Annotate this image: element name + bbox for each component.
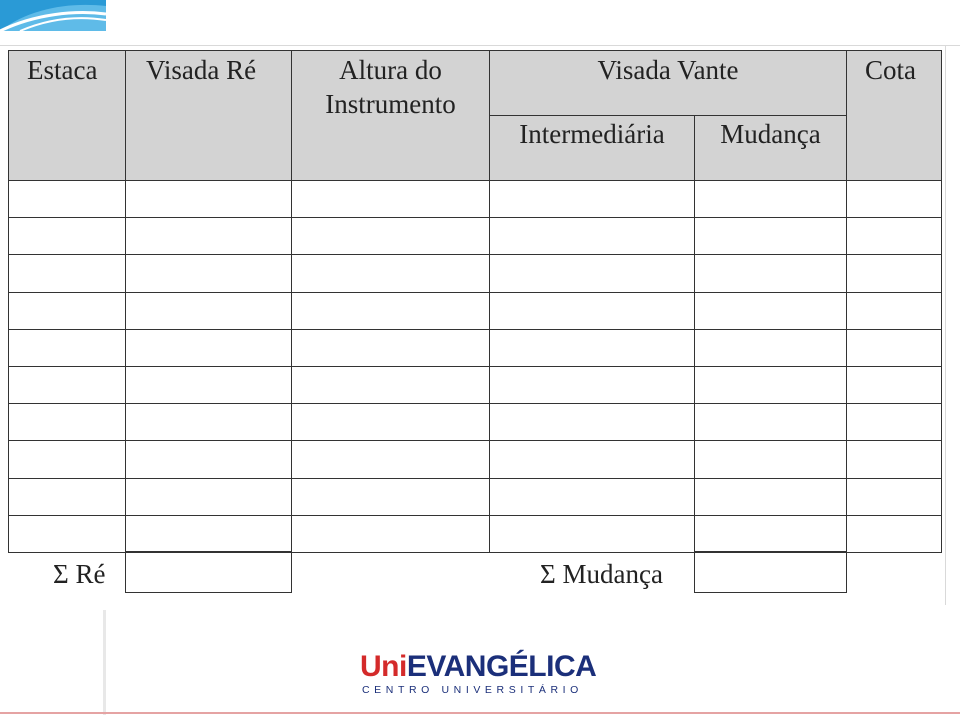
table-cell bbox=[125, 403, 292, 441]
table-cell bbox=[846, 478, 942, 516]
table-cell bbox=[846, 292, 942, 330]
table-cell bbox=[291, 366, 490, 404]
table-cell bbox=[125, 440, 292, 479]
table-cell bbox=[694, 403, 847, 441]
table-cell bbox=[8, 180, 126, 218]
table-cell bbox=[489, 254, 695, 293]
logo-brand-evangelica: EVANGÉLICA bbox=[406, 650, 597, 683]
table-cell bbox=[8, 217, 126, 255]
table-cell bbox=[125, 366, 292, 404]
sum-mudanca-label: Σ Mudança bbox=[540, 559, 663, 589]
table-cell bbox=[694, 329, 847, 367]
table-cell bbox=[489, 366, 695, 404]
header-visada-re-label: Visada Ré bbox=[146, 55, 257, 85]
header-intermediaria-label: Intermediária bbox=[519, 119, 665, 149]
footer-divider-vertical bbox=[103, 610, 106, 715]
table-cell bbox=[291, 478, 490, 516]
header-altura-line2: Instrumento bbox=[325, 89, 456, 119]
logo-brand bbox=[360, 652, 596, 682]
table-cell bbox=[489, 180, 695, 218]
table-cell bbox=[291, 515, 490, 553]
table-cell bbox=[8, 292, 126, 330]
unievangelica-logo bbox=[360, 652, 600, 698]
table-cell bbox=[846, 515, 942, 553]
header-cota-label: Cota bbox=[865, 55, 916, 85]
table-cell bbox=[125, 292, 292, 330]
table-cell bbox=[489, 515, 695, 553]
table-cell bbox=[846, 254, 942, 293]
table-cell bbox=[694, 292, 847, 330]
header-visada-vante-label: Visada Vante bbox=[597, 55, 739, 85]
table-cell bbox=[8, 403, 126, 441]
table-cell bbox=[291, 403, 490, 441]
table-cell bbox=[8, 366, 126, 404]
table-cell bbox=[8, 254, 126, 293]
header-mudanca-label: Mudança bbox=[720, 119, 821, 149]
table-cell bbox=[125, 180, 292, 218]
table-cell bbox=[291, 292, 490, 330]
table-cell bbox=[291, 217, 490, 255]
table-cell bbox=[846, 366, 942, 404]
frame-right-line bbox=[945, 45, 946, 605]
header-estaca-label: Estaca bbox=[27, 55, 98, 85]
table-cell bbox=[846, 440, 942, 479]
frame-top-line bbox=[0, 45, 960, 46]
table-cell bbox=[694, 478, 847, 516]
footer-divider-horizontal bbox=[0, 712, 960, 714]
table-cell bbox=[8, 478, 126, 516]
table-cell bbox=[846, 329, 942, 367]
table-cell bbox=[489, 292, 695, 330]
table-cell bbox=[125, 217, 292, 255]
table-cell bbox=[8, 515, 126, 553]
table-cell bbox=[489, 403, 695, 441]
sum-mudanca-cell bbox=[694, 551, 847, 593]
sum-re-label: Σ Ré bbox=[53, 559, 106, 589]
sum-re-cell bbox=[125, 551, 292, 593]
table-cell bbox=[489, 440, 695, 479]
table-cell bbox=[291, 440, 490, 479]
table-cell bbox=[694, 366, 847, 404]
table-cell bbox=[8, 440, 126, 479]
table-cell bbox=[125, 329, 292, 367]
table-cell bbox=[846, 217, 942, 255]
header-altura-line1: Altura do bbox=[339, 55, 442, 85]
table-cell bbox=[125, 515, 292, 553]
table-cell bbox=[125, 254, 292, 293]
table-cell bbox=[8, 329, 126, 367]
table-cell bbox=[694, 254, 847, 293]
table-cell bbox=[694, 515, 847, 553]
table-cell bbox=[694, 217, 847, 255]
table-cell bbox=[489, 329, 695, 367]
table-cell bbox=[291, 180, 490, 218]
table-cell bbox=[291, 329, 490, 367]
table-cell bbox=[489, 217, 695, 255]
table-cell bbox=[125, 478, 292, 516]
logo-brand-uni: Uni bbox=[360, 650, 407, 683]
table-cell bbox=[846, 180, 942, 218]
table-cell bbox=[694, 440, 847, 479]
logo-tagline: CENTRO UNIVERSITÁRIO bbox=[362, 684, 583, 696]
table-cell bbox=[694, 180, 847, 218]
corner-swoosh-logo bbox=[0, 0, 106, 31]
table-cell bbox=[489, 478, 695, 516]
table-cell bbox=[846, 403, 942, 441]
table-cell bbox=[291, 254, 490, 293]
